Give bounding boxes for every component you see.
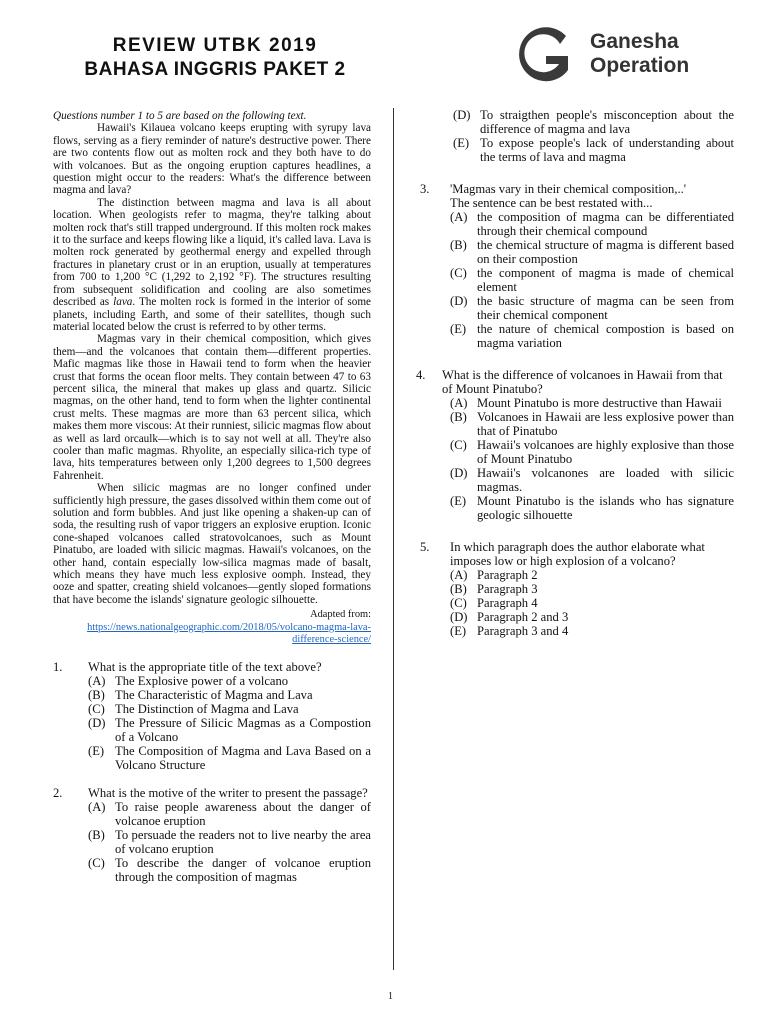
option-d xyxy=(450,294,734,322)
option-e xyxy=(450,494,734,522)
question-1-stem xyxy=(53,660,371,674)
option-c xyxy=(450,596,734,610)
question-text: What is the appropriate title of the text above? xyxy=(88,660,322,675)
option-d xyxy=(88,716,371,744)
option-text: To raise people awareness about the danger of volcanoe eruption xyxy=(115,800,371,829)
document-title xyxy=(55,34,375,82)
option-text: Paragraph 2 xyxy=(477,568,538,582)
option-label: (B) xyxy=(450,238,467,252)
question-1 xyxy=(53,660,371,772)
option-label: (A) xyxy=(88,674,106,689)
option-label: (D) xyxy=(88,716,106,731)
option-a xyxy=(450,210,734,238)
question-number: 3. xyxy=(420,182,430,196)
option-label: (C) xyxy=(88,702,105,717)
question-text-2: The sentence can be best restated with... xyxy=(450,196,653,210)
ganesha-operation-logo xyxy=(510,26,720,86)
title-line-2: BAHASA INGGRIS PAKET 2 xyxy=(84,59,346,80)
option-text: the composition of magma can be differentiated through their chemical compound xyxy=(477,210,734,238)
source-link[interactable]: https://news.nationalgeographic.com/2018/05/volcano-magma-lava-difference-science/ xyxy=(87,621,371,646)
option-text: The Explosive power of a volcano xyxy=(115,674,289,689)
option-label: (E) xyxy=(450,624,467,638)
option-text: Paragraph 4 xyxy=(477,596,538,610)
options-list xyxy=(88,800,371,884)
right-column xyxy=(418,108,734,638)
question-4-stem xyxy=(418,368,734,396)
option-text: To persuade the readers not to live nearby the area of volcano eruption xyxy=(115,828,371,857)
option-c xyxy=(88,856,371,884)
option-text: Hawaii's volcanoes are highly explosive than those of Mount Pinatubo xyxy=(477,438,734,466)
question-5 xyxy=(418,540,734,638)
logo-text xyxy=(590,30,689,78)
question-2-stem xyxy=(53,786,371,800)
column-divider xyxy=(393,108,394,970)
option-text: the basic structure of magma can be seen from their chemical component xyxy=(477,294,734,322)
adapted-from-label: Adapted from: xyxy=(310,609,371,621)
option-label: (D) xyxy=(450,610,468,624)
option-label: (A) xyxy=(450,210,468,224)
option-label: (E) xyxy=(88,744,105,759)
option-a xyxy=(88,800,371,828)
option-text: Paragraph 2 and 3 xyxy=(477,610,569,624)
option-label: (B) xyxy=(88,688,105,703)
question-text: In which paragraph does the author elaborate what imposes low or high explosion of a volcano? xyxy=(450,540,705,568)
option-b xyxy=(450,238,734,266)
options-list xyxy=(450,396,734,522)
question-number: 2. xyxy=(53,786,63,801)
option-label: (C) xyxy=(450,596,467,610)
option-text: Paragraph 3 and 4 xyxy=(477,624,569,638)
option-text: To straigthen people's misconception about the difference of magma and lava xyxy=(480,108,734,136)
options-list xyxy=(450,210,734,350)
option-label: (B) xyxy=(450,410,467,424)
option-e xyxy=(450,322,734,350)
paragraph-4: When silicic magmas are no longer confined under sufficiently high pressure, the gases dissolved within them come out of solution and form bubbles. And just like opening a shaken-up can of soda, the resulting rush of vapor triggers an explosive eruption. Iconic cone-shaped volcanoes called stratovolcanoes, such as Mount Pinatubo, are loaded with silicic magmas. Hawaii's volcanoes, on the other hand, contain especially low-silica magmas made of basalt, which means they have much less explosive oomph. Instead, they ooze and spatter, creating shield volcanoes—gently sloped formations that have become the islands' signature geologic silhouette. xyxy=(53,482,371,606)
question-number: 5. xyxy=(420,540,430,554)
option-text: Volcanoes in Hawaii are less explosive power than that of Pinatubo xyxy=(477,410,734,438)
option-text: The Composition of Magma and Lava Based on a Volcano Structure xyxy=(115,744,371,773)
option-a xyxy=(450,568,734,582)
passage-intro: Questions number 1 to 5 are based on the following text. xyxy=(53,110,307,122)
page-number: 1 xyxy=(388,991,393,1002)
question-5-stem xyxy=(418,540,734,568)
option-label: (E) xyxy=(450,494,467,508)
question-text: 'Magmas vary in their chemical composition,..' xyxy=(450,182,687,196)
option-text: the nature of chemical compostion is based on magma variation xyxy=(477,322,734,350)
option-label: (A) xyxy=(450,568,468,582)
question-3 xyxy=(418,182,734,350)
question-number: 4. xyxy=(416,368,426,382)
option-a xyxy=(450,396,734,410)
options-list xyxy=(453,108,734,164)
option-text: The Pressure of Silicic Magmas as a Compostion of a Volcano xyxy=(115,716,371,745)
option-label: (C) xyxy=(450,266,467,280)
option-b xyxy=(88,828,371,856)
option-label: (B) xyxy=(450,582,467,596)
paragraph-1: Hawaii's Kilauea volcano keeps erupting with syrupy lava flows, serving as a fiery reminder of nature's destructive power. There are two contents flow out as molten rock and they both have to do with volcanoes. But as the ongoing eruption captures headlines, a question might occur to the readers: What's the difference between magma and lava? xyxy=(53,122,371,197)
option-d xyxy=(453,108,734,136)
ganesha-logo-icon xyxy=(510,26,574,86)
option-label: (D) xyxy=(453,108,471,122)
paragraph-3: Magmas vary in their chemical composition, which gives them—and the volcanoes that contain them—different properties. Mafic magmas like those in Hawaii tend to form when the heavier crust that forms the ocean floor melts. They contain between 47 to 63 percent silica, the mineral that makes up glass and quartz. Silicic magmas, on the other hand, tend to form when the lighter continental crust melts. These magmas are more than 63 percent silica, which makes them more viscous: At their runniest, silicic magmas flow about as well as lard orcaulk—which is to say not well at all. They're also cooler than mafic magmas. Rhyolite, an especially silica-rich type of lava, hits temperatures between only 1,200 degrees to 1,500 degrees Fahrenheit. xyxy=(53,333,371,482)
option-label: (A) xyxy=(450,396,468,410)
option-label: (C) xyxy=(450,438,467,452)
logo-line-1: Ganesha xyxy=(590,30,679,53)
option-label: (E) xyxy=(450,322,467,336)
option-c xyxy=(450,438,734,466)
option-b xyxy=(450,410,734,438)
option-text: Paragraph 3 xyxy=(477,582,538,596)
paragraph-2-part-a: The distinction between magma and lava is all about location. When geologists refer to magma, they're talking about molten rock that's still trapped underground. If this molten rock makes it to the surface and keeps flowing like a liquid, it's called lava. Lava is molten rock generated by geothermal energy and expelled through fractures in planetary crust or in an eruption, usually at temperatures from 700 to 1,200 °C (1,292 to 2,192 °F). The structures resulting from subsequent solidification and cooling are also sometimes described as xyxy=(53,196,371,309)
paragraph-2 xyxy=(53,197,371,333)
option-d xyxy=(450,466,734,494)
options-list xyxy=(88,674,371,772)
question-2 xyxy=(53,786,371,884)
option-b xyxy=(450,582,734,596)
question-text: What is the motive of the writer to present the passage? xyxy=(88,786,368,801)
option-a xyxy=(88,674,371,688)
logo-line-2: Operation xyxy=(590,54,690,77)
option-c xyxy=(450,266,734,294)
option-label: (E) xyxy=(453,136,470,150)
option-text: Mount Pinatubo is more destructive than Hawaii xyxy=(477,396,722,410)
paragraph-2-part-b: . The molten rock is formed in the interior of some planets, including Earth, and some of their satellites, though such material located below the crust is referred to by other terms. xyxy=(53,296,371,333)
option-text: The Distinction of Magma and Lava xyxy=(115,702,299,717)
option-label: (D) xyxy=(450,466,468,480)
option-label: (B) xyxy=(88,828,105,843)
left-column xyxy=(53,110,371,884)
option-e xyxy=(453,136,734,164)
question-text: What is the difference of volcanoes in Hawaii from that of Mount Pinatubo? xyxy=(442,368,723,396)
option-d xyxy=(450,610,734,624)
option-label: (C) xyxy=(88,856,105,871)
option-label: (A) xyxy=(88,800,106,815)
option-text: To expose people's lack of understanding about the terms of lava and magma xyxy=(480,136,734,164)
paragraph-2-italic: lava xyxy=(113,296,133,309)
option-text: Hawaii's volcanones are loaded with silicic magmas. xyxy=(477,466,734,494)
option-text: the component of magma is made of chemical element xyxy=(477,266,734,294)
question-3-stem xyxy=(418,182,734,210)
option-e xyxy=(450,624,734,638)
option-text: The Characteristic of Magma and Lava xyxy=(115,688,313,703)
title-line-1: REVIEW UTBK 2019 xyxy=(112,35,318,56)
option-text: To describe the danger of volcanoe eruption through the composition of magmas xyxy=(115,856,371,885)
options-list xyxy=(450,568,734,638)
option-text: the chemical structure of magma is different based on their compostion xyxy=(477,238,734,266)
option-label: (D) xyxy=(450,294,468,308)
option-e xyxy=(88,744,371,772)
option-text: Mount Pinatubo is the islands who has signature geologic silhouette xyxy=(477,494,734,522)
option-c xyxy=(88,702,371,716)
option-b xyxy=(88,688,371,702)
question-4 xyxy=(418,368,734,522)
question-2-continued xyxy=(453,108,734,164)
question-number: 1. xyxy=(53,660,63,675)
